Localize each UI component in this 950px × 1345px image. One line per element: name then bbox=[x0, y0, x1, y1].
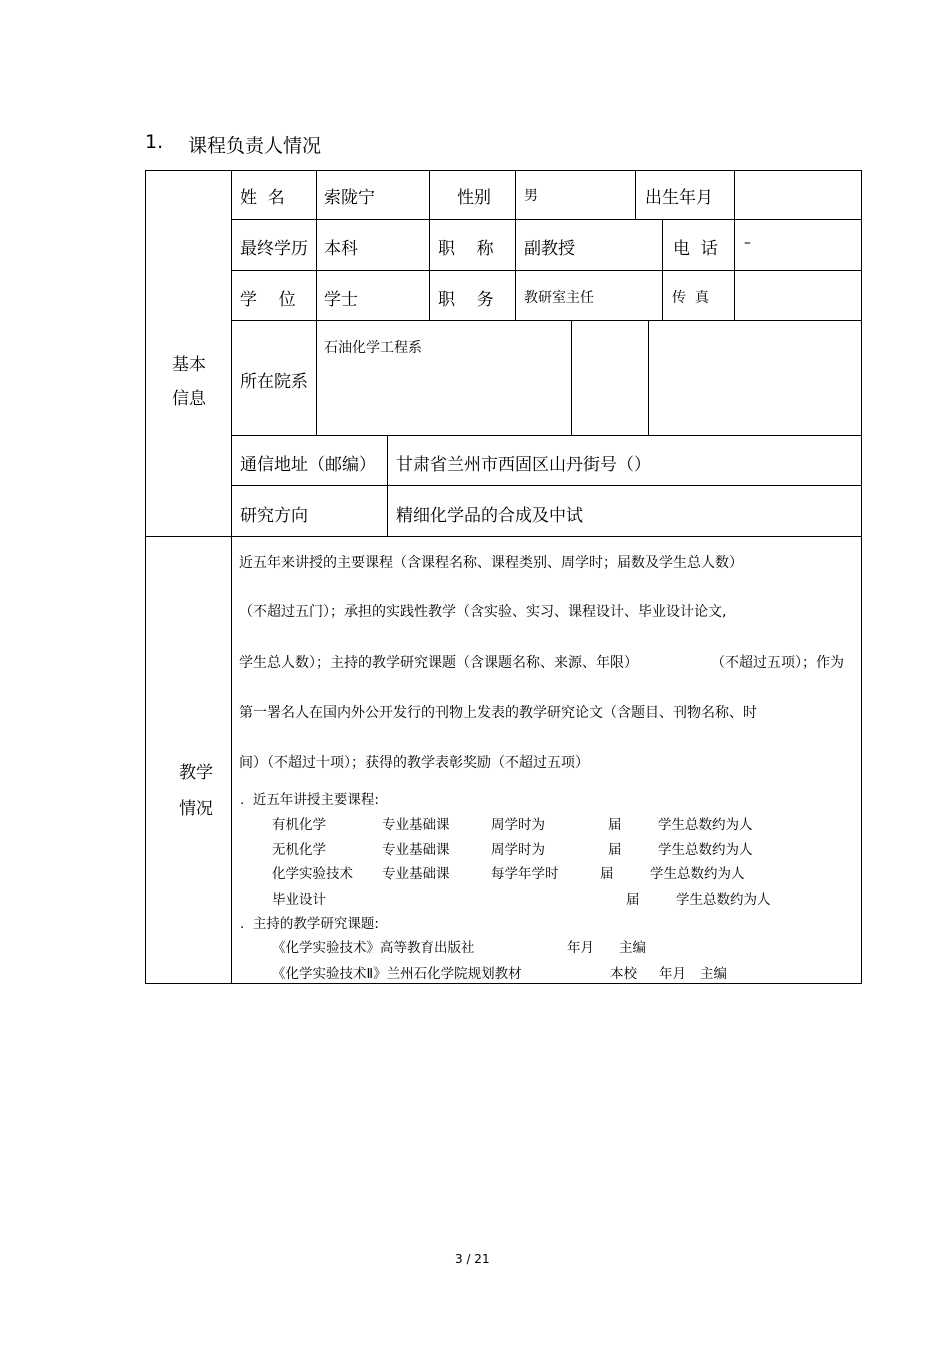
course-cohort: 届 bbox=[600, 866, 614, 882]
course-hours: 周学时为 bbox=[491, 842, 545, 858]
project-year: 年月 bbox=[659, 966, 686, 982]
course-cohort: 届 bbox=[608, 817, 622, 833]
project-title: 《化学实验技术Ⅱ》兰州石化学院规划教材 bbox=[272, 966, 522, 982]
basic-info-label-line1: 基本 bbox=[172, 355, 206, 375]
gender-value: 男 bbox=[524, 188, 538, 204]
course-students: 学生总数约为人 bbox=[658, 817, 753, 833]
course-cohort: 届 bbox=[626, 892, 640, 908]
course-students: 学生总数约为人 bbox=[676, 892, 771, 908]
page-number: 3 / 21 bbox=[455, 1252, 490, 1266]
gender-label: 性别 bbox=[457, 188, 491, 208]
teaching-description-line: （不超过五项）；作为 bbox=[711, 655, 844, 671]
course-students: 学生总数约为人 bbox=[658, 842, 753, 858]
basic-info-label-line2: 信息 bbox=[172, 389, 206, 409]
degree-value: 学士 bbox=[324, 290, 358, 310]
course-type: 专业基础课 bbox=[382, 817, 450, 833]
course-type: 专业基础课 bbox=[382, 842, 450, 858]
education-value: 本科 bbox=[324, 239, 358, 259]
position-label: 职 务 bbox=[438, 290, 494, 310]
title-label: 职 称 bbox=[438, 239, 494, 259]
address-label: 通信地址（邮编） bbox=[240, 455, 376, 475]
section-title: 课程负责人情况 bbox=[188, 135, 322, 157]
project-role: 主编 bbox=[700, 966, 727, 982]
projects-heading: . 主持的教学研究课题: bbox=[240, 916, 379, 932]
department-label: 所在院系 bbox=[240, 372, 308, 392]
courses-heading: . 近五年讲授主要课程: bbox=[240, 792, 379, 808]
education-label: 最终学历 bbox=[240, 239, 308, 259]
teaching-description-line: （不超过五门）；承担的实践性教学（含实验、实习、课程设计、毕业设计论文, bbox=[239, 604, 727, 620]
name-label: 姓 名 bbox=[240, 188, 285, 208]
course-name: 化学实验技术 bbox=[272, 866, 353, 882]
birth-label: 出生年月 bbox=[645, 188, 713, 208]
course-name: 有机化学 bbox=[272, 817, 326, 833]
position-value: 教研室主任 bbox=[524, 290, 594, 306]
section-number: 1. bbox=[145, 131, 164, 153]
teaching-description-line: 第一署名人在国内外公开发行的刊物上发表的教学研究论文（含题目、刊物名称、时 bbox=[239, 705, 757, 721]
research-value: 精细化学品的合成及中试 bbox=[396, 506, 583, 526]
course-type: 专业基础课 bbox=[382, 866, 450, 882]
title-value: 副教授 bbox=[524, 239, 575, 259]
project-source: 本校 bbox=[610, 966, 637, 982]
course-students: 学生总数约为人 bbox=[650, 866, 745, 882]
department-value: 石油化学工程系 bbox=[324, 340, 422, 356]
course-hours: 每学年学时 bbox=[491, 866, 559, 882]
course-hours: 周学时为 bbox=[491, 817, 545, 833]
teaching-label-line2: 情况 bbox=[179, 799, 213, 819]
name-value: 索陇宁 bbox=[324, 188, 375, 208]
address-value: 甘肃省兰州市西固区山丹街号（） bbox=[396, 455, 651, 475]
phone-label: 电 话 bbox=[673, 239, 718, 259]
teaching-description-line: 间）（不超过十项）；获得的教学表彰奖励（不超过五项） bbox=[239, 755, 589, 771]
course-name: 毕业设计 bbox=[272, 892, 326, 908]
teaching-description-line: 学生总人数）；主持的教学研究课题（含课题名称、来源、年限） bbox=[239, 655, 638, 671]
research-label: 研究方向 bbox=[240, 506, 308, 526]
project-year: 年月 bbox=[567, 940, 594, 956]
fax-label: 传 真 bbox=[672, 290, 709, 306]
project-role: 主编 bbox=[619, 940, 646, 956]
course-name: 无机化学 bbox=[272, 842, 326, 858]
phone-value: – bbox=[744, 235, 751, 251]
course-cohort: 届 bbox=[608, 842, 622, 858]
teaching-description-line: 近五年来讲授的主要课程（含课程名称、课程类别、周学时；届数及学生总人数） bbox=[239, 555, 743, 571]
project-title: 《化学实验技术》高等教育出版社 bbox=[272, 940, 475, 956]
teaching-label-line1: 教学 bbox=[179, 763, 213, 783]
degree-label: 学 位 bbox=[240, 290, 296, 310]
